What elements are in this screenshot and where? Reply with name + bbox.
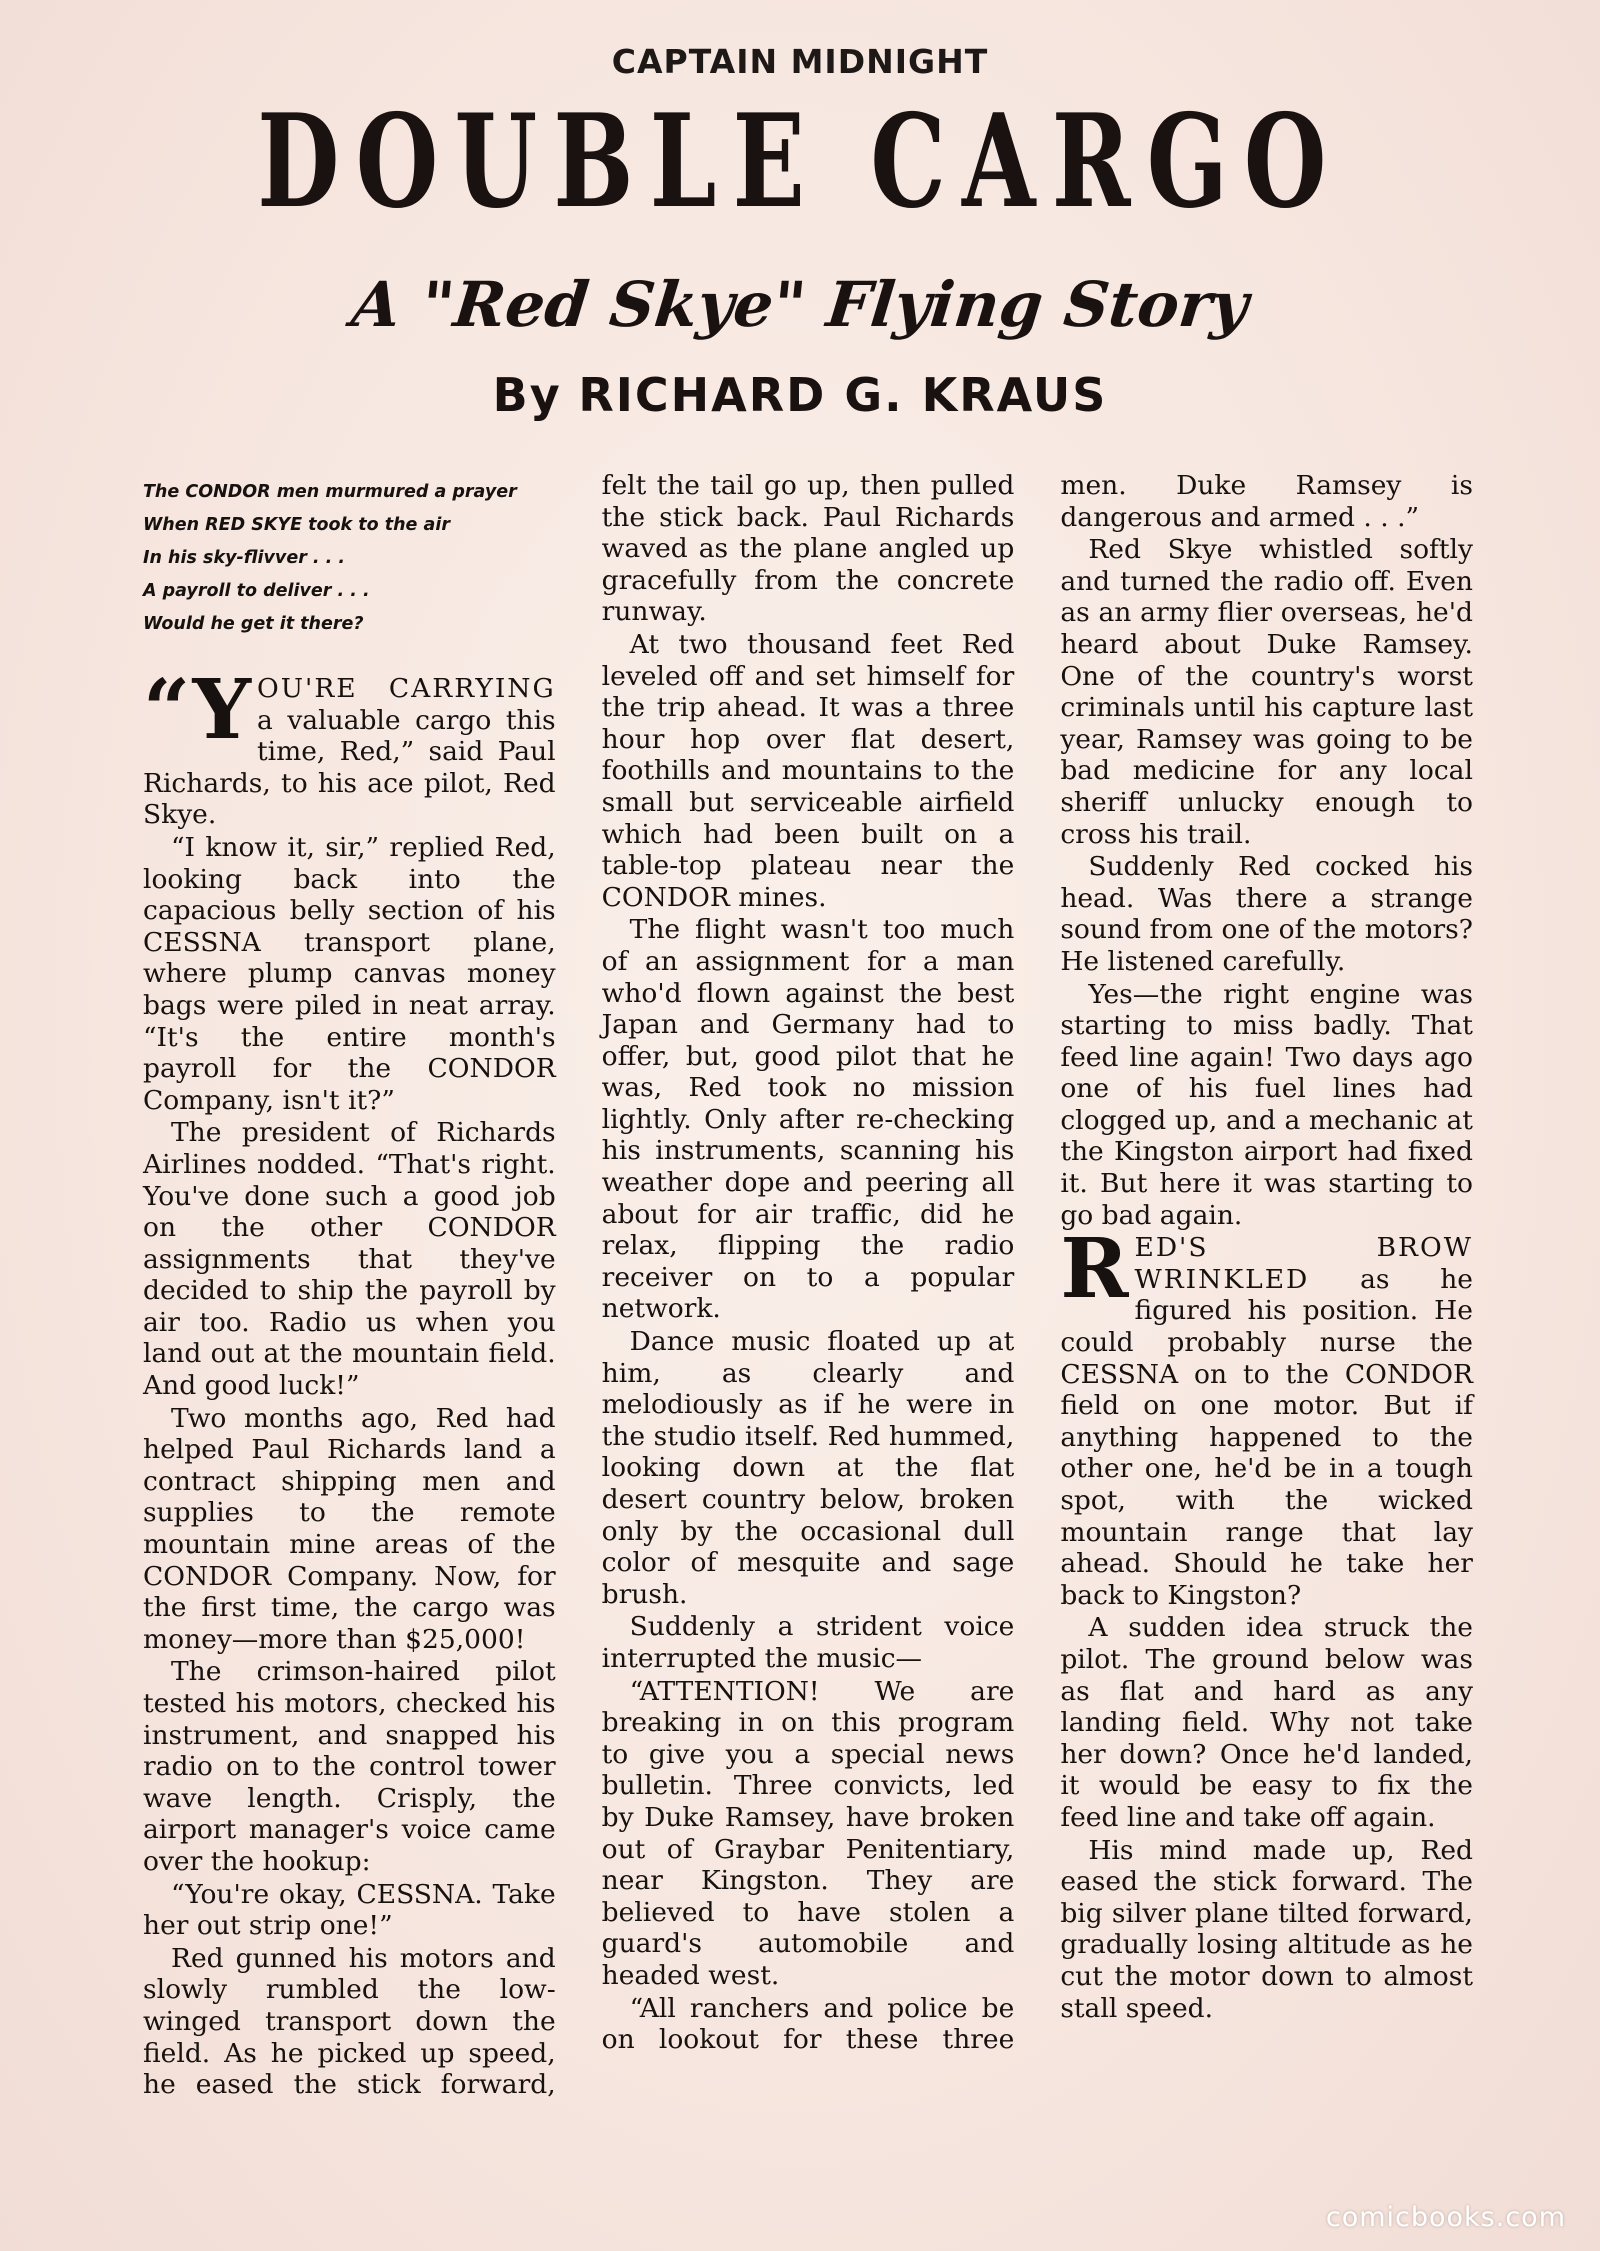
- paragraph: Dance music floated up at him, as clearly and melodiously as if he were in the studio itself. Red hummed, looking down at the flat desert country below, broken only by the occasional dull color of mesquite and sage brush.: [601, 1326, 1015, 1610]
- paragraph: “ATTENTION! We are breaking in on this program to give you a special news bulletin. Three convicts, led by Duke Ramsey, have broken out of Graybar Penitentiary, near Kingston. They are believed to have stolen a guard's automobile and headed west.: [601, 1675, 1015, 1991]
- paragraph: The president of Richards Airlines nodded. “That's right. You've done such a good job on the other CONDOR assignments that they've decided to ship the payroll by air too. Radio us when you land out at the mountain field. And good luck!”: [143, 1117, 556, 1402]
- paragraph: [143, 662, 556, 831]
- paragraph: Suddenly Red cocked his head. Was there a strange sound from one of the motors? He listened carefully.: [1060, 851, 1473, 977]
- paragraph: [1060, 1221, 1473, 1611]
- site-watermark: comicbooks.com: [1325, 2202, 1566, 2233]
- paragraph: The crimson-haired pilot tested his motors, checked his instrument, and snapped his radio on to the control tower wave length. Crisply, the airport manager's voice came over the hookup:: [143, 1656, 556, 1877]
- intro-line: Would he get it there?: [143, 614, 364, 634]
- lead-caps: ED'S BROW WRINKLED: [1134, 1232, 1473, 1295]
- series-kicker: CAPTAIN MIDNIGHT: [611, 42, 989, 81]
- story-title: DOUBLE CARGO: [257, 87, 1343, 237]
- intro-line: A payroll to deliver . . .: [143, 581, 370, 601]
- paragraph-text: as he figured his position. He could probably nurse the CESSNA on to the CONDOR field on one motor. But if anything happened to the other one, he'd be in a tough spot, with the wicked mountain range that lay ahead. Should he take her back to Kingston?: [1060, 1263, 1473, 1611]
- paragraph-text: a valuable cargo this time, Red,” said Paul Richards, to his ace pilot, Red Skye.: [143, 704, 556, 831]
- paragraph: The flight wasn't too much of an assignment for a man who'd flown against the best Japan and Germany had to offer, but, good pilot that he was, Red took no mission lightly. Only after re-checking his instruments, scanning his weather dope and peering all about for air traffic, did he relax, flipping the radio receiver on to a popular network.: [601, 914, 1015, 1325]
- paragraph: A sudden idea struck the pilot. The ground below was as flat and hard as any landing field. Why not take her down? Once he'd landed, it would be easy to fix the feed line and take off again.: [1060, 1612, 1473, 1833]
- byline-author: RICHARD G. KRAUS: [578, 368, 1108, 422]
- story-subtitle: A "Red Skye" Flying Story: [348, 268, 1252, 341]
- intro-line: When RED SKYE took to the air: [143, 515, 450, 535]
- drop-cap: R: [1060, 1221, 1129, 1318]
- intro-verse: [143, 476, 556, 641]
- intro-line: In his sky-flivver . . .: [143, 548, 346, 568]
- paragraph: At two thousand feet Red leveled off and set himself for the trip ahead. It was a three hour hop over flat desert, foothills and mountains to the small but serviceable airfield which had been built on a table-top plateau near the CONDOR mines.: [601, 628, 1015, 913]
- paragraph: “All ranchers and police be on lookout for these three men. Duke Ramsey is dangerous and armed . . .”: [601, 470, 1473, 2056]
- paragraph: Suddenly a strident voice interrupted the music—: [601, 1611, 1015, 1674]
- drop-cap: “Y: [143, 662, 251, 758]
- paragraph: “You're okay, CESSNA. Take her out strip one!”: [143, 1878, 556, 1942]
- lead-caps: OU'RE CARRYING: [257, 673, 556, 704]
- paragraph: Two months ago, Red had helped Paul Richards land a contract shipping men and supplies to the remote mountain mine areas of the CONDOR Company. Now, for the first time, the cargo was money—more than $25,000!: [143, 1402, 556, 1655]
- paragraph: Red Skye whistled softly and turned the radio off. Even as an army flier overseas, he'd heard about Duke Ramsey. One of the country's worst criminals until his capture last year, Ramsey was going to be bad medicine for any local sheriff unlucky enough to cross his trail.: [1060, 534, 1473, 850]
- paragraph: Red gunned his motors and slowly rumbled the low-winged transport down the field. As he picked up speed, he eased the stick forward, felt the tail go up, then pulled the stick back. Paul Richards waved as the plane angled up gracefully from the concrete runway.: [143, 470, 1015, 2101]
- paragraph: His mind made up, Red eased the stick forward. The big silver plane tilted forward, gradually losing altitude as he cut the motor down to almost stall speed.: [1060, 1834, 1473, 2024]
- article-body: [143, 470, 1473, 2110]
- byline: [0, 368, 1600, 422]
- byline-by: By: [492, 368, 562, 422]
- paragraph: “I know it, sir,” replied Red, looking back into the capacious belly section of his CESSNA transport plane, where plump canvas money bags were piled in neat array. “It's the entire month's payroll for the CONDOR Company, isn't it?”: [143, 831, 556, 1116]
- paragraph: Yes—the right engine was starting to miss badly. That feed line again! Two days ago one of his fuel lines had clogged up, and a mechanic at the Kingston airport had fixed it. But here it was starting to go bad again.: [1060, 978, 1473, 1231]
- intro-line: The CONDOR men murmured a prayer: [143, 482, 517, 502]
